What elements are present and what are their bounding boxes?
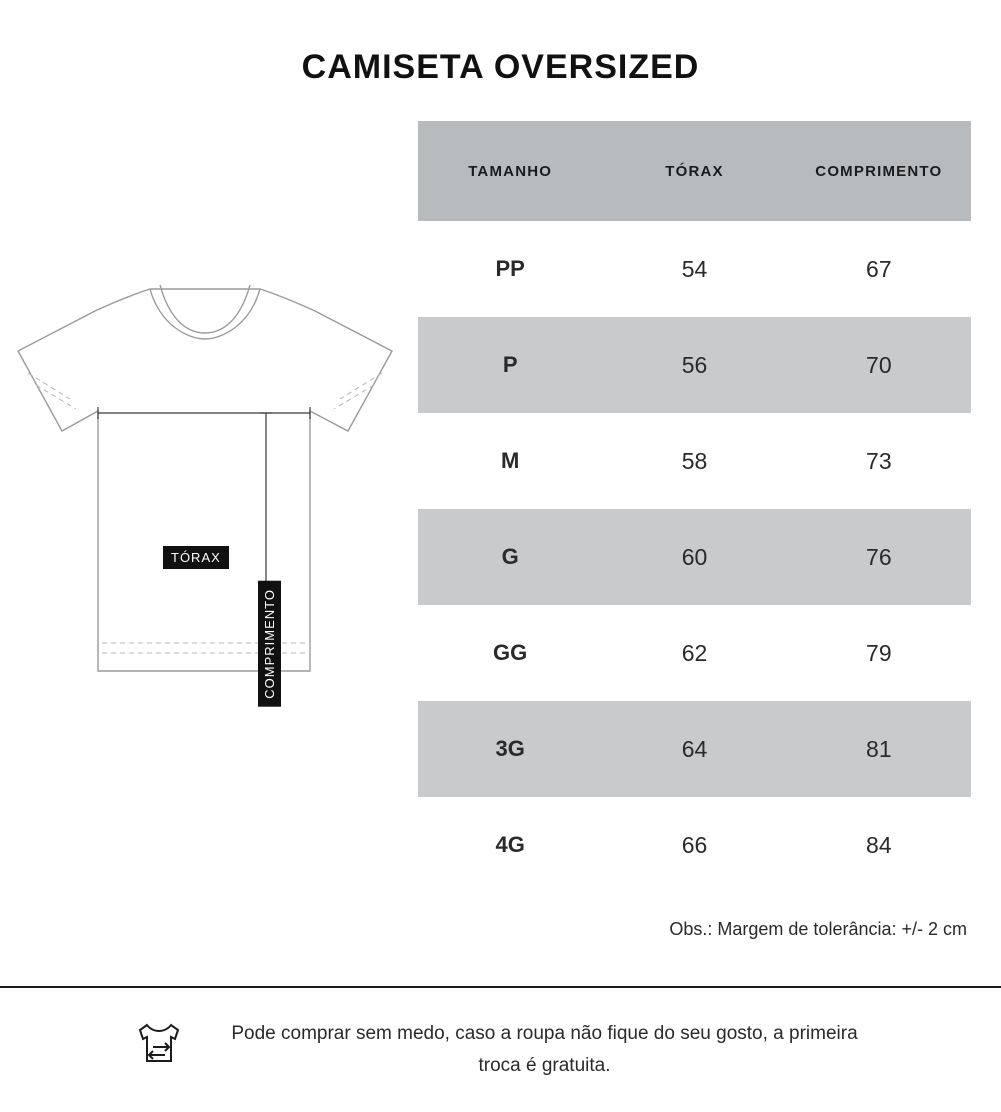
table-row [418,509,971,605]
cell-length: 81 [787,701,971,797]
cell-chest: 62 [681,639,708,666]
cell-length: 79 [866,639,892,666]
column-header-size: TAMANHO [418,121,602,221]
cell-chest: 60 [602,509,786,605]
cell-chest: 66 [681,831,708,858]
cell-size: 3G [418,701,602,797]
cell-size: G [418,509,602,605]
column-header-length: COMPRIMENTO [787,121,971,221]
cell-size: GG [493,640,528,665]
cell-chest: 64 [602,701,786,797]
table-row [418,221,971,317]
cell-chest: 58 [681,447,708,474]
tshirt-outline-icon [10,281,410,701]
cell-size: P [418,317,602,413]
size-table [418,121,971,893]
shirt-illustration [0,121,418,761]
tolerance-note: Obs.: Margem de tolerância: +/- 2 cm [669,919,967,939]
table-row [418,797,971,893]
shirt-exchange-icon [127,1017,189,1084]
table-row [418,317,971,413]
table-row [418,605,971,701]
length-measure-label: COMPRIMENTO [258,581,281,707]
page-title: CAMISETA OVERSIZED [301,48,700,86]
cell-chest: 56 [602,317,786,413]
cell-size: PP [495,256,525,281]
footer [0,986,1001,1112]
cell-length: 84 [866,831,892,858]
column-header-chest: TÓRAX [602,121,786,221]
chest-measure-label: TÓRAX [163,546,229,569]
cell-chest: 54 [681,255,708,282]
size-table-wrap [418,121,1001,940]
content-area [0,121,1001,940]
table-body [418,221,971,893]
table-header-row [418,121,971,221]
footer-text: Pode comprar sem medo, caso a roupa não fique do seu gosto, a primeira troca é gratuita. [231,1023,858,1076]
cell-size: 4G [495,832,525,857]
cell-length: 76 [787,509,971,605]
table-row [418,413,971,509]
table-row [418,701,971,797]
cell-length: 70 [787,317,971,413]
cell-size: M [501,448,520,473]
cell-length: 67 [866,255,892,282]
table-header [418,121,971,221]
cell-length: 73 [866,447,892,474]
